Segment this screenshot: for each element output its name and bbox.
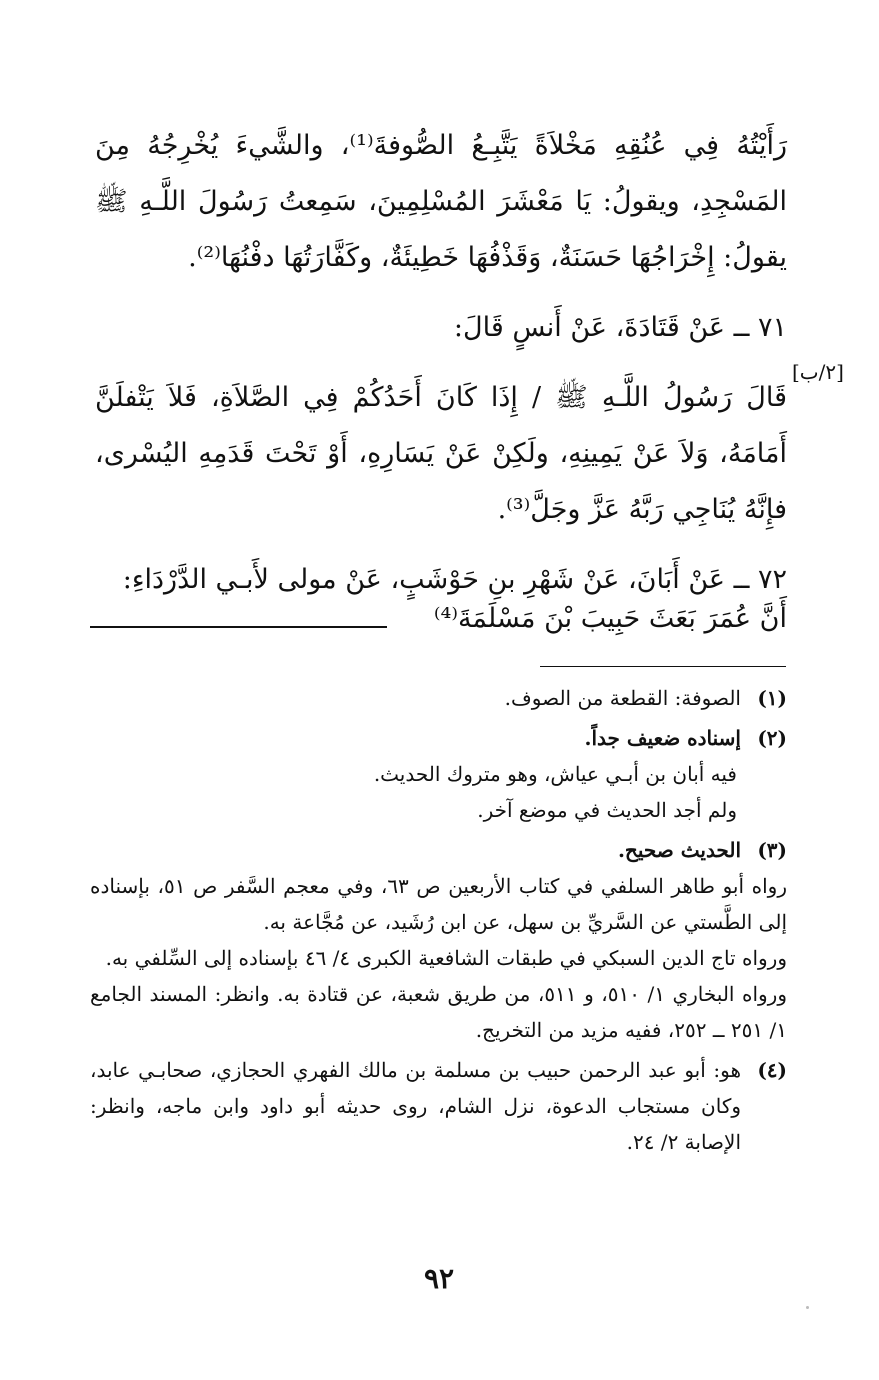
hadith-72-text: أَنَّ عُمَرَ بَعَثَ حَبِيبَ بْنَ مَسْلَمَةَ⁽⁴⁾ <box>433 603 787 634</box>
footnote-number: (٢) <box>757 726 787 750</box>
footnote-text: هو: أبو عبد الرحمن حبيب بن مسلمة بن مالك الفهري الحجازي، صحابـي عابد، وكان مستجاب الدعوة، نزل الشام، روى حديثه أبو داود وابن ماجه، وانظر: الإصابة ٢/ ٢٤. <box>90 1058 741 1154</box>
main-text <box>95 118 787 608</box>
hadith-72-text-line <box>90 594 787 644</box>
paragraph-1: رَأَيْتُهُ فِي عُنُقِهِ مَخْلاَةً يَتَّبِـعُ الصُّوفةَ⁽¹⁾، والشَّيءَ يُخْرِجُهُ مِنَ المَسْجِدِ، ويقولُ: يَا مَعْشَرَ المُسْلِمِينَ، سَمِعتُ رَسُولَ اللَّـهِ ﷺ يقولُ: إِخْرَاجُهَا حَسَنَةٌ، وَقَذْفُهَا خَطِيئَةٌ، وكَفَّارَتُهَا دفْنُهَا⁽²⁾. <box>95 130 788 273</box>
footnote-grade: إسناده ضعيف جداً. <box>584 726 741 750</box>
footnote-text: ورواه تاج الدين السبكي في طبقات الشافعية الكبرى ٤/ ٤٦ بإسناده إلى السِّلفي به. <box>105 946 787 970</box>
footnotes <box>90 680 787 1164</box>
footnote-text: فيه أبان بن أبـي عياش، وهو متروك الحديث. <box>373 762 737 786</box>
footnote-2 <box>90 720 787 828</box>
footnote-grade: الحديث صحيح. <box>617 838 741 862</box>
hadith-71-text: قَالَ رَسُولُ اللَّـهِ ﷺ / إِذَا كَانَ أَحَدُكُمْ فِي الصَّلاَةِ، فَلاَ يَتْفلَنَّ أَمَامَهُ، وَلاَ عَنْ يَمِينِهِ، ولَكِنْ عَنْ يَسَارِهِ، أَوْ تَحْتَ قَدَمِهِ اليُسْرى، فإِنَّهُ يُنَاجِي رَبَّهُ عَزَّ وجَلَّ⁽³⁾. <box>95 382 787 525</box>
hadith-72-heading: ٧٢ ــ عَنْ أَبَانَ، عَنْ شَهْرِ بنِ حَوْشَبٍ، عَنْ مولى لأَبـي الدَّرْدَاءِ: <box>122 564 787 595</box>
hadith-71-heading: ٧١ ــ عَنْ قَتَادَةَ، عَنْ أَنسٍ قَالَ: <box>453 312 787 343</box>
footnote-number: (٣) <box>757 838 787 862</box>
footnote-4 <box>90 1052 787 1160</box>
footnote-text: رواه أبو طاهر السلفي في كتاب الأربعين ص ٦٣، وفي معجم السَّفر ص ٥١، بإسناده إلى الطَّستي عن السَّريِّ بن سهل، عن ابن رُشَيد، عن مُجَّاعة به. <box>90 874 787 934</box>
scan-speck <box>806 1306 809 1309</box>
footnote-text: ورواه البخاري ١/ ٥١٠، و ٥١١، من طريق شعبة، عن قتادة به. وانظر: المسند الجامع ١/ ٢٥١ ــ ٢٥٢، ففيه مزيد من التخريج. <box>90 982 787 1042</box>
continuation-rule <box>90 626 387 628</box>
footnote-number: (١) <box>757 686 787 710</box>
footnote-3 <box>90 832 787 1048</box>
footnote-text: الصوفة: القطعة من الصوف. <box>504 686 741 710</box>
page-number: ٩٢ <box>423 1262 455 1295</box>
footnote-separator <box>540 666 786 667</box>
footnote-number: (٤) <box>757 1058 787 1082</box>
manuscript-folio-marker: [٢/ب] <box>792 360 844 384</box>
footnote-text: ولم أجد الحديث في موضع آخر. <box>477 798 737 822</box>
footnote-1 <box>90 680 787 716</box>
